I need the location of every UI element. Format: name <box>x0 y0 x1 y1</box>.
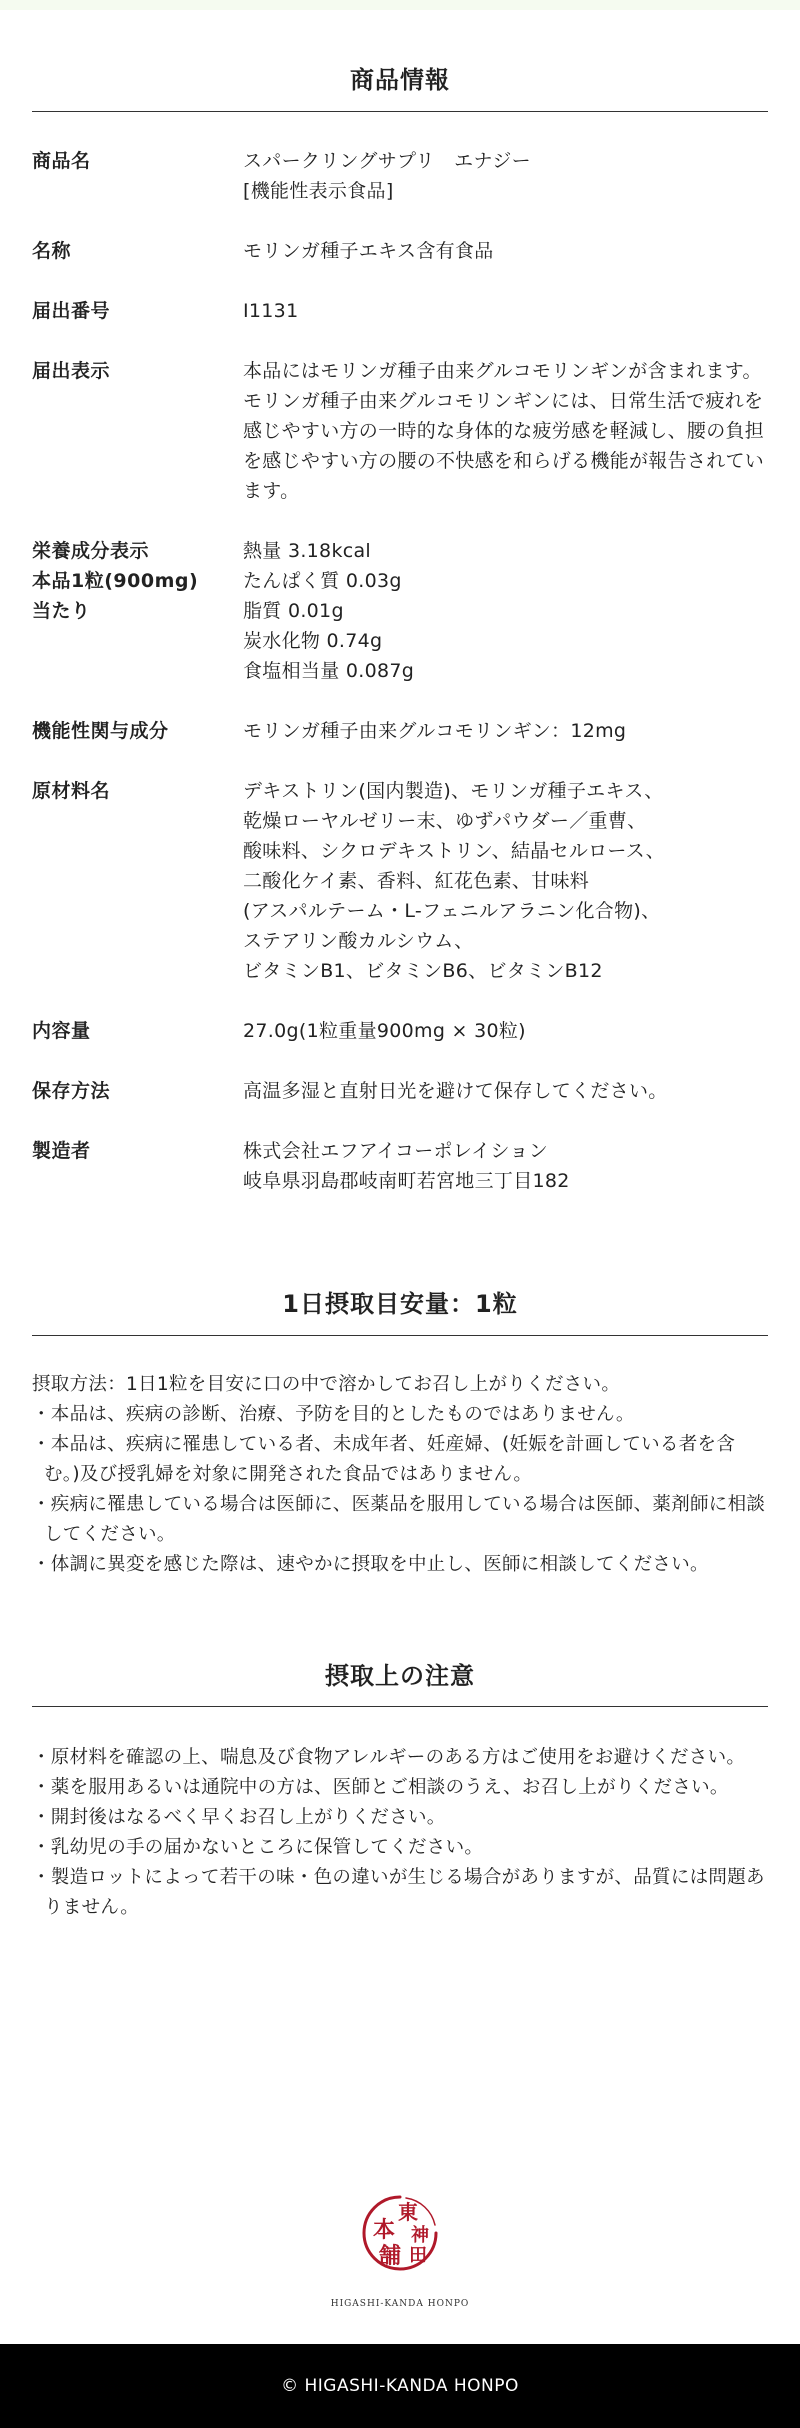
info-row-nutrition <box>32 536 768 686</box>
info-row-product-name <box>32 146 768 206</box>
row-value: 熱量 3.18kcal たんぱく質 0.03g 脂質 0.01g 炭水化物 0.74g 食塩相当量 0.087g <box>243 540 415 682</box>
info-row-notification-number <box>32 296 768 326</box>
row-value: I1131 <box>243 300 299 322</box>
logo-char: 神 <box>411 2225 429 2246</box>
info-row-contents <box>32 1016 768 1046</box>
row-label: 内容量 <box>32 1020 91 1042</box>
info-row-manufacturer <box>32 1136 768 1196</box>
intake-item: ・体調に異変を感じた際は、速やかに摂取を中止し、医師に相談してください。 <box>32 1554 709 1575</box>
row-label: 機能性関与成分 <box>32 720 169 742</box>
footer <box>0 2344 800 2428</box>
caution-item: ・薬を服用あるいは通院中の方は、医師とご相談のうえ、お召し上がりください。 <box>32 1777 729 1798</box>
logo-char: 東 <box>398 2200 418 2224</box>
info-row-name <box>32 236 768 266</box>
caution-notes <box>32 1743 768 1923</box>
info-row-ingredients <box>32 776 768 986</box>
brand-seal-icon <box>360 2193 440 2295</box>
logo-char: 本 <box>372 2217 396 2243</box>
intake-item: ・疾病に罹患している場合は医師に、医薬品を服用している場合は医師、薬剤師に相談してください。 <box>32 1494 766 1545</box>
logo-char: 舗 <box>378 2243 402 2269</box>
cautions-title: 摂取上の注意 <box>325 1662 475 1690</box>
top-strip <box>0 0 800 10</box>
row-value: 27.0g(1粒重量900mg × 30粒) <box>243 1020 526 1042</box>
row-label: 保存方法 <box>32 1080 111 1102</box>
info-row-storage <box>32 1076 768 1106</box>
row-value: モリンガ種子由来グルコモリンギン：12mg <box>243 720 627 742</box>
caution-item: ・乳幼児の手の届かないところに保管してください。 <box>32 1837 484 1858</box>
row-value: 高温多湿と直射日光を避けて保存してください。 <box>243 1080 668 1102</box>
product-info-title: 商品情報 <box>350 66 450 94</box>
row-label: 栄養成分表示 本品1粒(900mg) 当たり <box>32 540 199 622</box>
row-value: 株式会社エフアイコーポレイション 岐阜県羽島郡岐南町若宮地三丁目182 <box>243 1140 570 1192</box>
row-value: モリンガ種子エキス含有食品 <box>243 240 494 262</box>
intake-title: 1日摂取目安量：1粒 <box>282 1290 518 1318</box>
product-info-table <box>32 146 768 1196</box>
row-value: スパークリングサプリ エナジー [機能性表示食品] <box>243 150 531 202</box>
row-label: 原材料名 <box>32 780 111 802</box>
row-label: 製造者 <box>32 1140 91 1162</box>
divider <box>32 111 768 112</box>
row-label: 名称 <box>32 240 72 262</box>
caution-item: ・開封後はなるべく早くお召し上がりください。 <box>32 1807 446 1828</box>
caution-item: ・原材料を確認の上、喘息及び食物アレルギーのある方はご使用をお避けください。 <box>32 1747 746 1768</box>
intake-notes <box>32 1370 768 1580</box>
copyright-text: © HIGASHI-KANDA HONPO <box>281 2376 519 2396</box>
row-label: 商品名 <box>32 150 91 172</box>
caution-item: ・製造ロットによって若干の味・色の違いが生じる場合がありますが、品質には問題ありません。 <box>32 1867 765 1918</box>
intake-item: ・本品は、疾病に罹患している者、未成年者、妊産婦、(妊娠を計画している者を含む。)及び授乳婦を対象に開発された食品ではありません。 <box>32 1434 736 1485</box>
row-value: デキストリン(国内製造)、モリンガ種子エキス、 乾燥ローヤルゼリー末、ゆずパウダー／重曹、 酸味料、シクロデキストリン、結晶セルロース、 二酸化ケイ素、香料、紅花色素、甘味料 (アスパルテーム・L-フェニルアラニン化合物)、 ステアリン酸カルシウム、 ビタミンB1、ビタミンB6、ビタミンB12 <box>243 780 665 982</box>
row-value: 本品にはモリンガ種子由来グルコモリンギンが含まれます。モリンガ種子由来グルコモリンギンには、日常生活で疲れを感じやすい方の一時的な身体的な疲労感を軽減し、腰の負担を感じやすい方の腰の不快感を和らげる機能が報告されています。 <box>243 360 765 502</box>
brand-caption: HIGASHI-KANDA HONPO <box>330 2299 470 2309</box>
info-row-functional-ingredient <box>32 716 768 746</box>
intake-intro: 摂取方法：1日1粒を目安に口の中で溶かしてお召し上がりください。 <box>32 1374 621 1395</box>
divider <box>32 1706 768 1707</box>
divider <box>32 1335 768 1336</box>
intake-item: ・本品は、疾病の診断、治療、予防を目的としたものではありません。 <box>32 1404 635 1425</box>
info-row-notification-claim <box>32 356 768 506</box>
row-label: 届出番号 <box>32 300 111 322</box>
brand-logo <box>0 2193 800 2309</box>
row-label: 届出表示 <box>32 360 111 382</box>
logo-char: 田 <box>409 2245 427 2266</box>
